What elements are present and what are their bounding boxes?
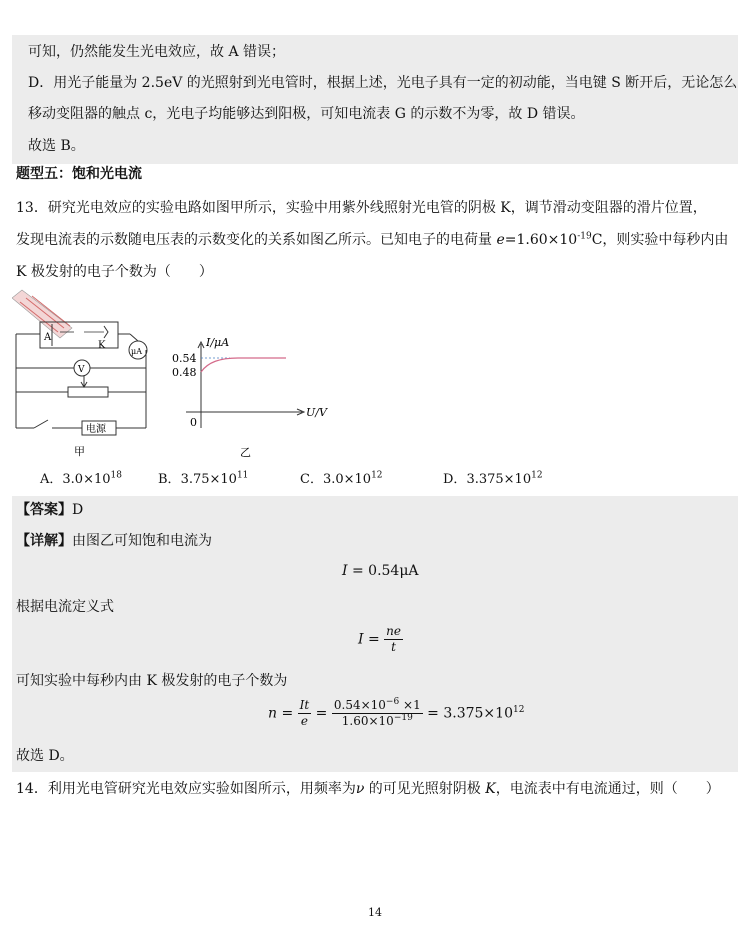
current-voltage-graph — [168, 334, 338, 460]
prev-line-3: 移动变阻器的触点 c，光电子均能够达到阳极，可知电流表 G 的示数不为零，故 D 错误。 — [28, 106, 585, 122]
eq3-equals-1: = — [277, 705, 298, 722]
iv-curve — [201, 358, 286, 372]
detail-label: 【详解】 — [16, 533, 72, 549]
origin-label: 0 — [190, 416, 197, 429]
eq3-f2-num-exponent: −6 — [385, 697, 400, 707]
eq2-lhs: I — [358, 631, 364, 648]
eq1-variable: I — [342, 563, 348, 579]
eq3-equals-2: = — [311, 705, 332, 722]
light-beam — [12, 290, 72, 338]
option-c-label: C． — [300, 472, 323, 487]
cathode-label: K — [98, 340, 106, 351]
charge-variable: e — [496, 232, 505, 248]
detail-line-3: 可知实验中每秒内由 K 极发射的电子个数为 — [16, 673, 288, 689]
q14-text-c: ，电流表中有电流通过，则（ ） — [495, 781, 720, 797]
answer-value: D — [72, 502, 84, 518]
cathode-symbol: K — [485, 781, 496, 797]
option-c-mantissa: 3.0×10 — [322, 472, 372, 487]
detail-line-2: 根据电流定义式 — [16, 599, 114, 615]
eq1-value: = 0.54μA — [347, 563, 419, 579]
option-a[interactable] — [40, 468, 122, 487]
q13-line-2-tail: C，则实验中每秒内由 — [591, 232, 729, 248]
eq2-numerator: ne — [386, 624, 402, 638]
prev-line-2: D．用光子能量为 2.5eV 的光照射到光电管时，根据上述，光电子具有一定的初动能，当电键 S 断开后，无论怎么 — [28, 75, 738, 91]
eq2-fraction — [384, 624, 403, 655]
circuit-diagram — [12, 288, 162, 458]
previous-answer-block — [12, 35, 738, 164]
eq3-result: = 3.375×10 — [422, 705, 513, 722]
eq3-result-exponent: 12 — [512, 704, 525, 715]
q14-text-b: 的可见光照射阴极 — [364, 781, 486, 797]
option-b-exponent: 11 — [236, 470, 249, 481]
equation-electron-count — [268, 698, 524, 729]
eq3-f2-numerator — [332, 698, 423, 714]
detail-line-4: 故选 D。 — [16, 748, 74, 764]
eq2-equals: = — [363, 631, 385, 648]
tick-048: 0.48 — [172, 366, 197, 379]
frequency-symbol: ν — [355, 781, 365, 797]
figure-caption-jia: 甲 — [74, 445, 85, 458]
eq3-f2-denominator — [332, 714, 423, 729]
q14-text-a: 14．利用光电管研究光电效应实验如图所示，用频率为 — [16, 781, 356, 797]
option-a-label: A． — [40, 472, 63, 487]
y-axis-label: I/μA — [206, 336, 230, 349]
tick-054: 0.54 — [172, 352, 197, 365]
q14-line — [16, 779, 720, 799]
prev-line-1: 可知，仍然能发生光电效应，故 A 错误； — [28, 44, 286, 60]
option-d-exponent: 12 — [531, 470, 543, 481]
answer-label: 【答案】 — [16, 502, 72, 518]
option-d-mantissa: 3.375×10 — [466, 472, 532, 487]
q13-line-3: K 极发射的电子个数为（ ） — [16, 264, 213, 280]
eq3-fraction-2 — [332, 698, 423, 729]
eq3-lhs: n — [268, 705, 278, 722]
eq3-f1-denominator: e — [300, 714, 308, 728]
q13-line-2-text: 发现电流表的示数随电压表的示数变化的关系如图乙所示。已知电子的电荷量 — [16, 232, 497, 248]
detail-text-1: 由图乙可知饱和电流为 — [72, 533, 212, 549]
rheostat — [68, 387, 108, 397]
option-c-exponent: 12 — [371, 470, 383, 481]
option-b-label: B． — [158, 472, 181, 487]
eq3-fraction-1 — [298, 698, 312, 729]
option-a-mantissa: 3.0×10 — [62, 472, 111, 487]
voltmeter-label: V — [78, 365, 85, 375]
eq3-f2-num-mantissa: 0.54×10 — [333, 698, 386, 712]
prev-line-4: 故选 B。 — [28, 138, 85, 154]
answer-block — [12, 496, 738, 772]
figure-caption-yi: 乙 — [240, 446, 251, 459]
switch — [34, 420, 48, 428]
option-c[interactable] — [300, 468, 383, 487]
equation-current-definition — [358, 624, 403, 655]
charge-exponent: -19 — [577, 231, 592, 242]
q13-line-2 — [16, 230, 728, 250]
section-title: 题型五：饱和光电流 — [16, 166, 142, 182]
eq2-denominator: t — [391, 640, 396, 654]
option-a-exponent: 18 — [110, 470, 122, 481]
option-d-label: D． — [443, 472, 467, 487]
eq3-f2-den-exponent: −19 — [393, 713, 413, 723]
page-number: 14 — [368, 906, 382, 919]
eq3-f2-num-tail: ×1 — [399, 698, 421, 712]
anode-label: A — [44, 332, 52, 343]
option-b-mantissa: 3.75×10 — [180, 472, 237, 487]
eq3-f2-den-mantissa: 1.60×10 — [341, 714, 394, 728]
equation-saturation-current — [342, 563, 419, 579]
power-supply-label: 电源 — [86, 424, 106, 435]
eq3-f1-numerator: It — [299, 698, 310, 712]
option-b[interactable] — [158, 468, 248, 487]
charge-value: =1.60×10 — [504, 232, 578, 248]
microammeter-label: μA — [131, 347, 142, 356]
x-axis-label: U/V — [306, 406, 327, 419]
detail-line-1 — [16, 531, 212, 551]
option-d[interactable] — [443, 468, 543, 487]
answer-line — [16, 500, 83, 520]
q13-line-1: 13．研究光电效应的实验电路如图甲所示，实验中用紫外线照射光电管的阴极 K，调节滑动变阻器的滑片位置， — [16, 200, 707, 216]
